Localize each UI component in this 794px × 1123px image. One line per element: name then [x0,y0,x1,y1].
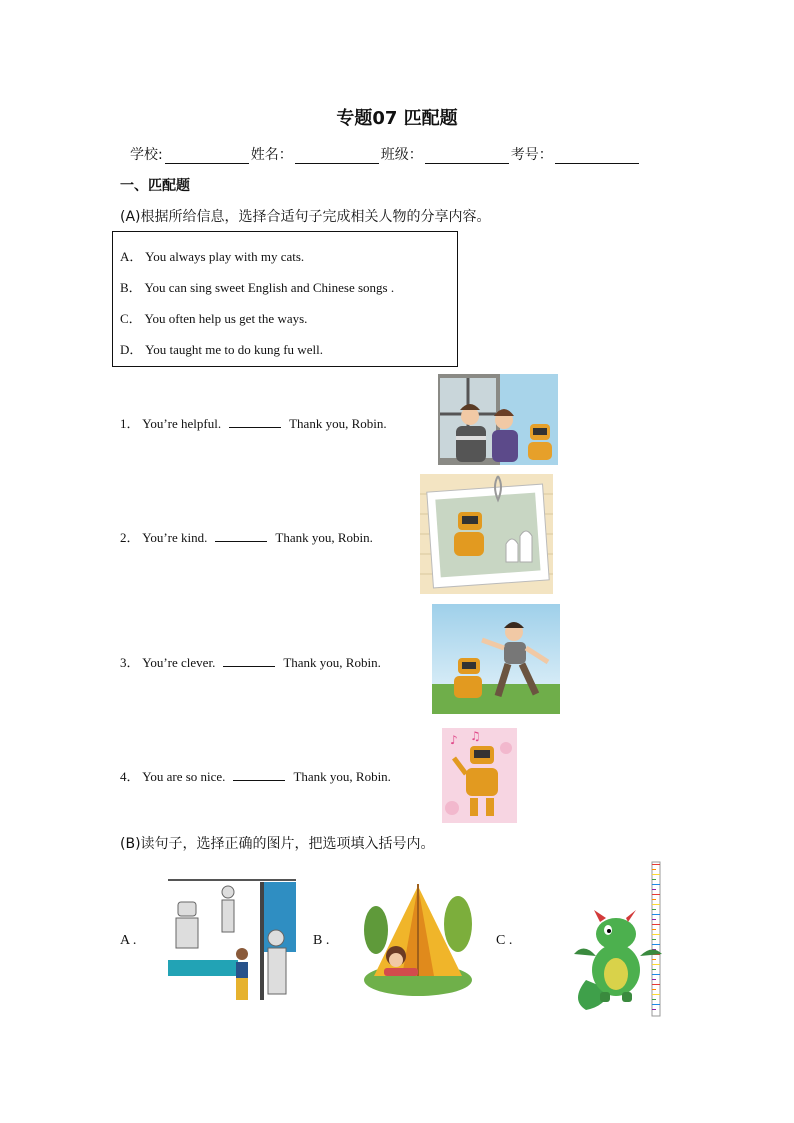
ruler-tick [652,959,656,960]
answer-blank-2[interactable] [215,529,267,542]
ruler-tick [652,939,656,940]
robot-scene-icon [438,374,558,465]
name-blank[interactable] [295,147,379,164]
student-info-line [130,144,641,164]
ruler-tick [652,919,656,920]
option-a: A． You always play with my cats. [120,249,305,264]
tent-icon[interactable] [362,880,474,1000]
ruler-tick [652,1004,660,1005]
singing-robot-icon [442,728,517,823]
class-label: 班级： [380,147,423,163]
label-b: B . [313,933,330,948]
ruler-tick [652,924,660,925]
photo-cats-icon [420,474,553,594]
ruler-tick [652,899,656,900]
part-b-instruction: (B)读句子，选择正确的图片，把选项填入括号内。 [120,836,435,852]
question-2: 2． You’re kind. Thank you, Robin. [120,530,373,545]
ruler-tick [652,984,660,985]
ruler-tick [652,909,656,910]
page-title: 专题07 匹配题 [336,108,458,129]
robots-museum-icon[interactable] [168,878,296,1000]
label-c: C . [496,933,513,948]
ruler-tick [652,864,660,865]
ruler-tick [652,1009,656,1010]
part-a-instruction: (A)根据所给信息，选择合适句子完成相关人物的分享内容。 [120,209,491,225]
question-1: 1． You’re helpful. Thank you, Robin. [120,416,387,431]
ruler-tick [652,884,660,885]
ruler-tick [652,914,660,915]
ruler-tick [652,929,656,930]
option-c: C． You often help us get the ways. [120,311,308,326]
ruler-tick [652,979,656,980]
number-label: 考号： [510,147,553,163]
school-blank[interactable] [165,147,249,164]
section-heading: 一、匹配题 [120,178,190,194]
question-3: 3． You’re clever. Thank you, Robin. [120,655,381,670]
ruler-tick [652,904,660,905]
svg-text:♪: ♪ [450,733,458,747]
svg-text:♫: ♫ [470,729,481,743]
question-4: 4． You are so nice. Thank you, Robin. [120,769,391,784]
option-b: B． You can sing sweet English and Chinese songs . [120,280,395,295]
ruler-tick [652,944,660,945]
ruler-tick [652,879,656,880]
dragon-ruler-icon[interactable] [566,860,666,1018]
ruler-tick [652,894,660,895]
ruler-tick [652,989,656,990]
ruler-tick [652,969,656,970]
school-label: 学校: [130,147,163,163]
label-a: A . [120,933,137,948]
ruler-tick [652,874,660,875]
ruler-tick [652,869,656,870]
name-label: 姓名： [250,147,293,163]
ruler-tick [652,974,660,975]
option-d: D． You taught me to do kung fu well. [120,342,323,357]
ruler-tick [652,999,656,1000]
number-blank[interactable] [555,147,639,164]
ruler-tick [652,964,660,965]
kung-fu-icon [432,604,560,714]
ruler-tick [652,934,660,935]
ruler-tick [652,994,660,995]
class-blank[interactable] [425,147,509,164]
answer-blank-3[interactable] [223,654,275,667]
ruler-tick [652,889,656,890]
answer-blank-4[interactable] [233,768,285,781]
answer-blank-1[interactable] [229,415,281,428]
